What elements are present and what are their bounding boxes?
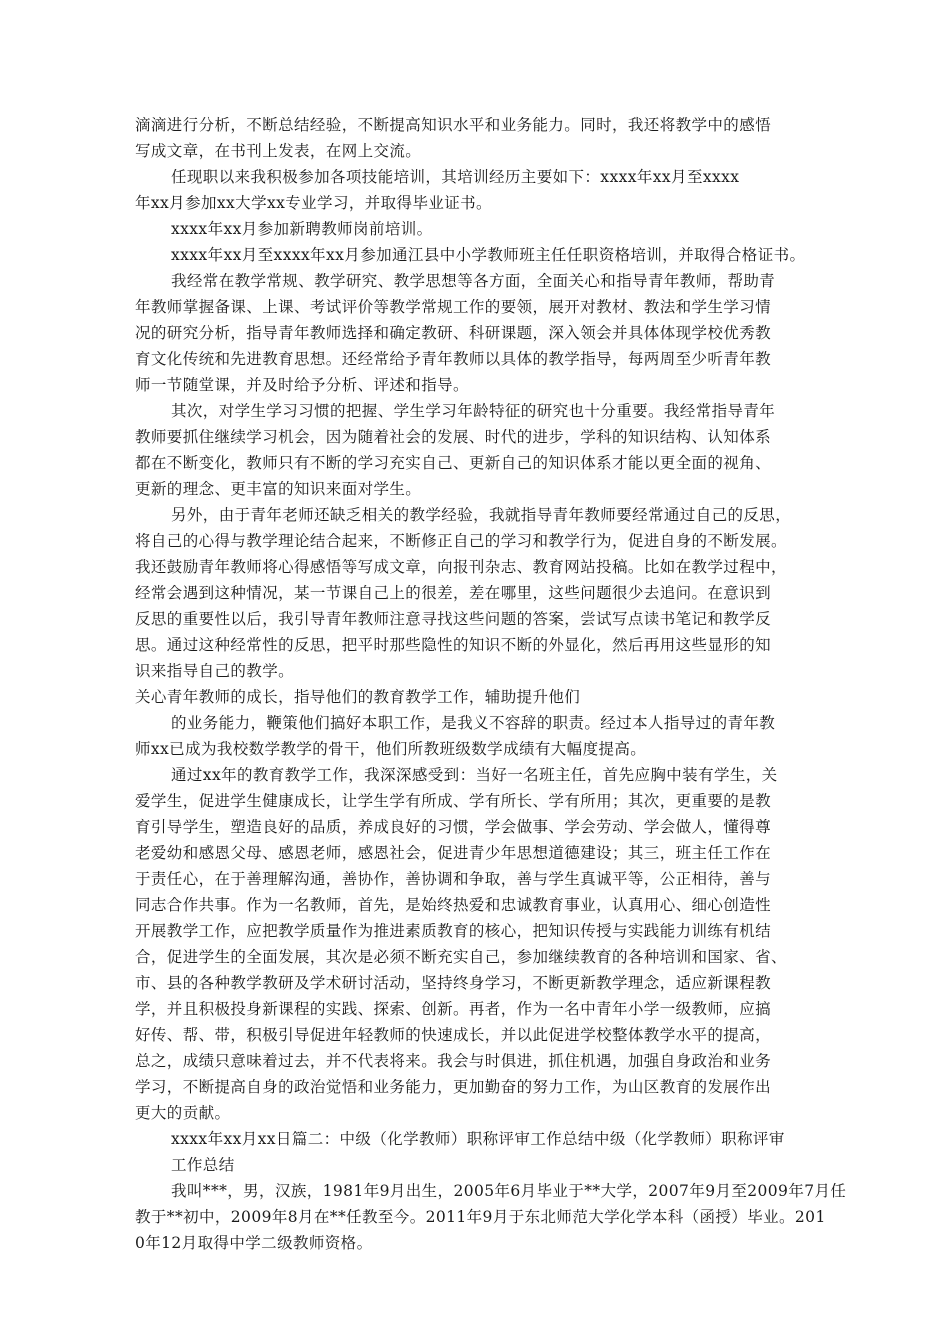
text-line: 另外，由于青年老师还缺乏相关的教学经验，我就指导青年教师要经常通过自己的反思， bbox=[171, 506, 792, 524]
text-line: 育文化传统和先进教育思想。还经常给予青年教师以具体的教学指导，每两周至少听青年教 bbox=[135, 350, 772, 368]
text-line: 师一节随堂课，并及时给予分析、评述和指导。 bbox=[135, 376, 469, 394]
text-line: 爱学生，促进学生健康成长，让学生学有所成、学有所长、学有所用；其次，更重要的是教 bbox=[135, 792, 772, 810]
text-line: 经常会遇到这种情况，某一节课自己上的很差，差在哪里，这些问题很少去追问。在意识到 bbox=[135, 584, 772, 602]
text-line: 任现职以来我积极参加各项技能培训，其培训经历主要如下：xxxx年xx月至xxxx bbox=[171, 168, 740, 186]
text-line: 合，促进学生的全面发展，其次是必须不断充实自己，参加继续教育的各种培训和国家、省、 bbox=[135, 948, 787, 966]
text-line: 的业务能力，鞭策他们搞好本职工作，是我义不容辞的职责。经过本人指导过的青年教 bbox=[171, 714, 776, 732]
text-line: 写成文章，在书刊上发表，在网上交流。 bbox=[135, 142, 422, 160]
text-line: 教于**初中，2009年8月在**任教至今。2011年9月于东北师范大学化学本科（函授）毕业。201 bbox=[135, 1208, 826, 1226]
text-line: 于责任心，在于善理解沟通，善协作，善协调和争取，善与学生真诚平等，公正相待，善与 bbox=[135, 870, 772, 888]
text-line: 滴滴进行分析，不断总结经验，不断提高知识水平和业务能力。同时，我还将教学中的感悟 bbox=[135, 116, 772, 134]
text-line: 反思的重要性以后，我引导青年教师注意寻找这些问题的答案，尝试写点读书笔记和教学反 bbox=[135, 610, 772, 628]
text-line: 我经常在教学常规、教学研究、教学思想等各方面，全面关心和指导青年教师，帮助青 bbox=[171, 272, 776, 290]
text-line: 学，并且积极投身新课程的实践、探索、创新。再者，作为一名中青年小学一级教师，应搞 bbox=[135, 1000, 772, 1018]
text-line: 通过xx年的教育教学工作，我深深感受到：当好一名班主任，首先应胸中装有学生，关 bbox=[171, 766, 778, 784]
text-line: 学习，不断提高自身的政治觉悟和业务能力，更加勤奋的努力工作，为山区教育的发展作出 bbox=[135, 1078, 772, 1096]
text-line: 教师要抓住继续学习机会，因为随着社会的发展、时代的进步，学科的知识结构、认知体系 bbox=[135, 428, 772, 446]
text-line: 年xx月参加xx大学xx专业学习，并取得毕业证书。 bbox=[135, 194, 492, 212]
text-line: 思。通过这种经常性的反思，把平时那些隐性的知识不断的外显化，然后再用这些显形的知 bbox=[135, 636, 772, 654]
text-line: 育引导学生，塑造良好的品质，养成良好的习惯，学会做事、学会劳动、学会做人，懂得尊 bbox=[135, 818, 772, 836]
text-line: 师xx已成为我校数学教学的骨干，他们所教班级数学成绩有大幅度提高。 bbox=[135, 740, 647, 758]
text-line: 同志合作共事。作为一名教师，首先，是始终热爱和忠诚教育事业，认真用心、细心创造性 bbox=[135, 896, 772, 914]
text-line: 0年12月取得中学二级教师资格。 bbox=[135, 1234, 373, 1252]
text-line: 工作总结 bbox=[171, 1156, 235, 1174]
text-line: 开展教学工作，应把教学质量作为推进素质教育的核心，把知识传授与实践能力训练有机结 bbox=[135, 922, 772, 940]
text-line: 年教师掌握备课、上课、考试评价等教学常规工作的要领，展开对教材、教法和学生学习情 bbox=[135, 298, 772, 316]
text-line: 更新的理念、更丰富的知识来面对学生。 bbox=[135, 480, 422, 498]
text-line: 其次，对学生学习习惯的把握、学生学习年龄特征的研究也十分重要。我经常指导青年 bbox=[171, 402, 776, 420]
text-line: 老爱幼和感恩父母、感恩老师，感恩社会，促进青少年思想道德建设；其三，班主任工作在 bbox=[135, 844, 772, 862]
text-line: 都在不断变化，教师只有不断的学习充实自己、更新自己的知识体系才能以更全面的视角、 bbox=[135, 454, 772, 472]
text-line: 我还鼓励青年教师将心得感悟等写成文章，向报刊杂志、教育网站投稿。比如在教学过程中， bbox=[135, 558, 787, 576]
text-line: 总之，成绩只意味着过去，并不代表将来。我会与时俱进，抓住机遇，加强自身政治和业务 bbox=[135, 1052, 772, 1070]
text-line: 将自己的心得与教学理论结合起来，不断修正自己的学习和教学行为，促进自身的不断发展。 bbox=[135, 532, 787, 550]
text-line: xxxx年xx月xx日篇二：中级（化学教师）职称评审工作总结中级（化学教师）职称评审 bbox=[171, 1130, 785, 1148]
text-line: 况的研究分析，指导青年教师选择和确定教研、科研课题，深入领会并具体体现学校优秀教 bbox=[135, 324, 772, 342]
text-line: 市、县的各种教学教研及学术研讨活动，坚持终身学习，不断更新教学理念，适应新课程教 bbox=[135, 974, 772, 992]
text-line: 好传、帮、带，积极引导促进年轻教师的快速成长，并以此促进学校整体教学水平的提高， bbox=[135, 1026, 772, 1044]
text-line: 关心青年教师的成长，指导他们的教育教学工作，辅助提升他们 bbox=[135, 688, 581, 706]
text-line: 识来指导自己的教学。 bbox=[135, 662, 295, 680]
text-line: xxxx年xx月至xxxx年xx月参加通江县中小学教师班主任任职资格培训，并取得合格证书。 bbox=[171, 246, 806, 264]
text-line: 我叫***，男，汉族，1981年9月出生，2005年6月毕业于**大学，2007年9月至2009年7月任 bbox=[171, 1182, 847, 1200]
text-line: xxxx年xx月参加新聘教师岗前培训。 bbox=[171, 220, 433, 238]
text-line: 更大的贡献。 bbox=[135, 1104, 231, 1122]
